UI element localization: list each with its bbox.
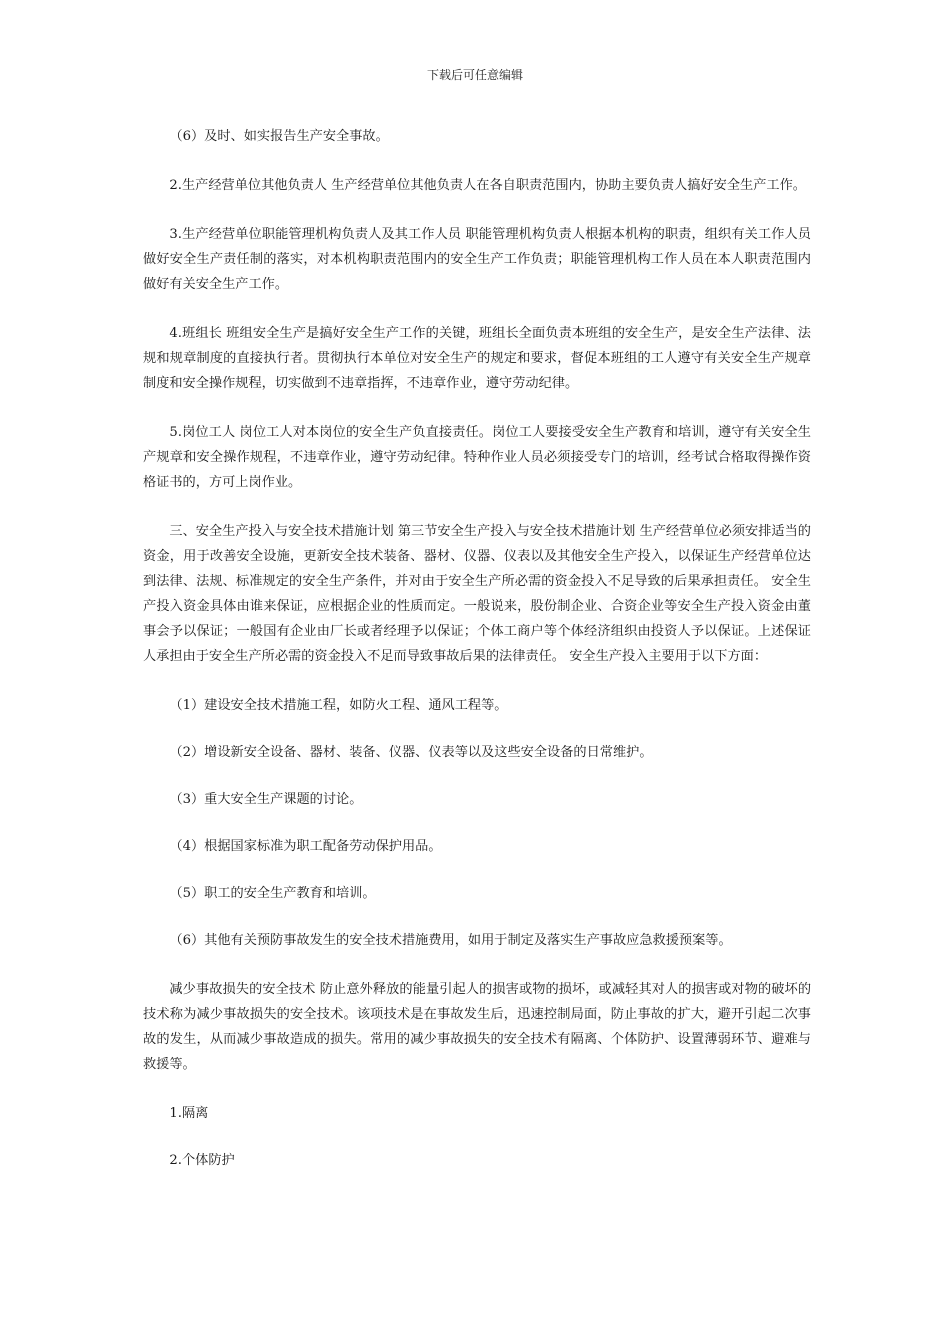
paragraph-post-workers: 5.岗位工人 岗位工人对本岗位的安全生产负直接责任。岗位工人要接受安全生产教育和培训，遵守有关安全生产规章和安全操作规程，不违章作业，遵守劳动纪律。特种作业人员必须接受专门的培训，经考试合格取得操作资格证书的，方可上岗作业。 (143, 425, 811, 490)
paragraph-report-accident: （6）及时、如实报告生产安全事故。 (169, 129, 389, 144)
list-item-investment-3: （3）重大安全生产课题的讨论。 (169, 792, 363, 807)
paragraph-loss-reduction: 减少事故损失的安全技术 防止意外释放的能量引起人的损害或物的损坏，或减轻其对人的损害或对物的破坏的技术称为减少事故损失的安全技术。该项技术是在事故发生后，迅速控制局面，防止事故的扩大，避开引起二次事故的发生，从而减少事故造成的损失。常用的减少事故损失的安全技术有隔离、个体防护、设置薄弱环节、避难与救援等。 (143, 982, 811, 1072)
list-item-personal-protection: 2.个体防护 (169, 1153, 235, 1168)
paragraph-team-leader: 4.班组长 班组安全生产是搞好安全生产工作的关键，班组长全面负责本班组的安全生产，是安全生产法律、法规和规章制度的直接执行者。贯彻执行本单位对安全生产的规定和要求，督促本班组的工人遵守有关安全生产规章制度和安全操作规程，切实做到不违章指挥，不违章作业，遵守劳动纪律。 (143, 326, 811, 391)
list-item-investment-1: （1）建设安全技术措施工程，如防火工程、通风工程等。 (169, 698, 508, 713)
paragraph-functional-departments: 3.生产经营单位职能管理机构负责人及其工作人员 职能管理机构负责人根据本机构的职责，组织有关工作人员做好安全生产责任制的落实，对本机构职责范围内的安全生产工作负责；职能管理机构工作人员在本人职责范围内做好有关安全生产工作。 (143, 227, 811, 292)
list-item-investment-5: （5）职工的安全生产教育和培训。 (169, 886, 376, 901)
document-body (143, 124, 811, 1195)
list-item-investment-4: （4）根据国家标准为职工配备劳动保护用品。 (169, 839, 442, 854)
paragraph-safety-investment: 三、安全生产投入与安全技术措施计划 第三节安全生产投入与安全技术措施计划 生产经营单位必须安排适当的资金，用于改善安全设施，更新安全技术装备、器材、仪器、仪表以及其他安全生产投入，以保证生产经营单位达到法律、法规、标准规定的安全生产条件，并对由于安全生产所必需的资金投入不足导致的后果承担责任。 安全生产投入资金具体由谁来保证，应根据企业的性质而定。一般说来，股份制企业、合资企业等安全生产投入资金由董事会予以保证；一般国有企业由厂长或者经理予以保证；个体工商户等个体经济组织由投资人予以保证。上述保证人承担由于安全生产所必需的资金投入不足而导致事故后果的法律责任。 安全生产投入主要用于以下方面： (143, 524, 811, 664)
list-item-investment-6: （6）其他有关预防事故发生的安全技术措施费用，如用于制定及落实生产事故应急救援预案等。 (169, 933, 732, 948)
list-item-investment-2: （2）增设新安全设备、器材、装备、仪器、仪表等以及这些安全设备的日常维护。 (169, 745, 653, 760)
paragraph-other-leaders: 2.生产经营单位其他负责人 生产经营单位其他负责人在各自职责范围内，协助主要负责人搞好安全生产工作。 (169, 178, 806, 193)
list-item-isolation: 1.隔离 (169, 1106, 209, 1121)
page-header: 下载后可任意编辑 (426, 68, 523, 82)
